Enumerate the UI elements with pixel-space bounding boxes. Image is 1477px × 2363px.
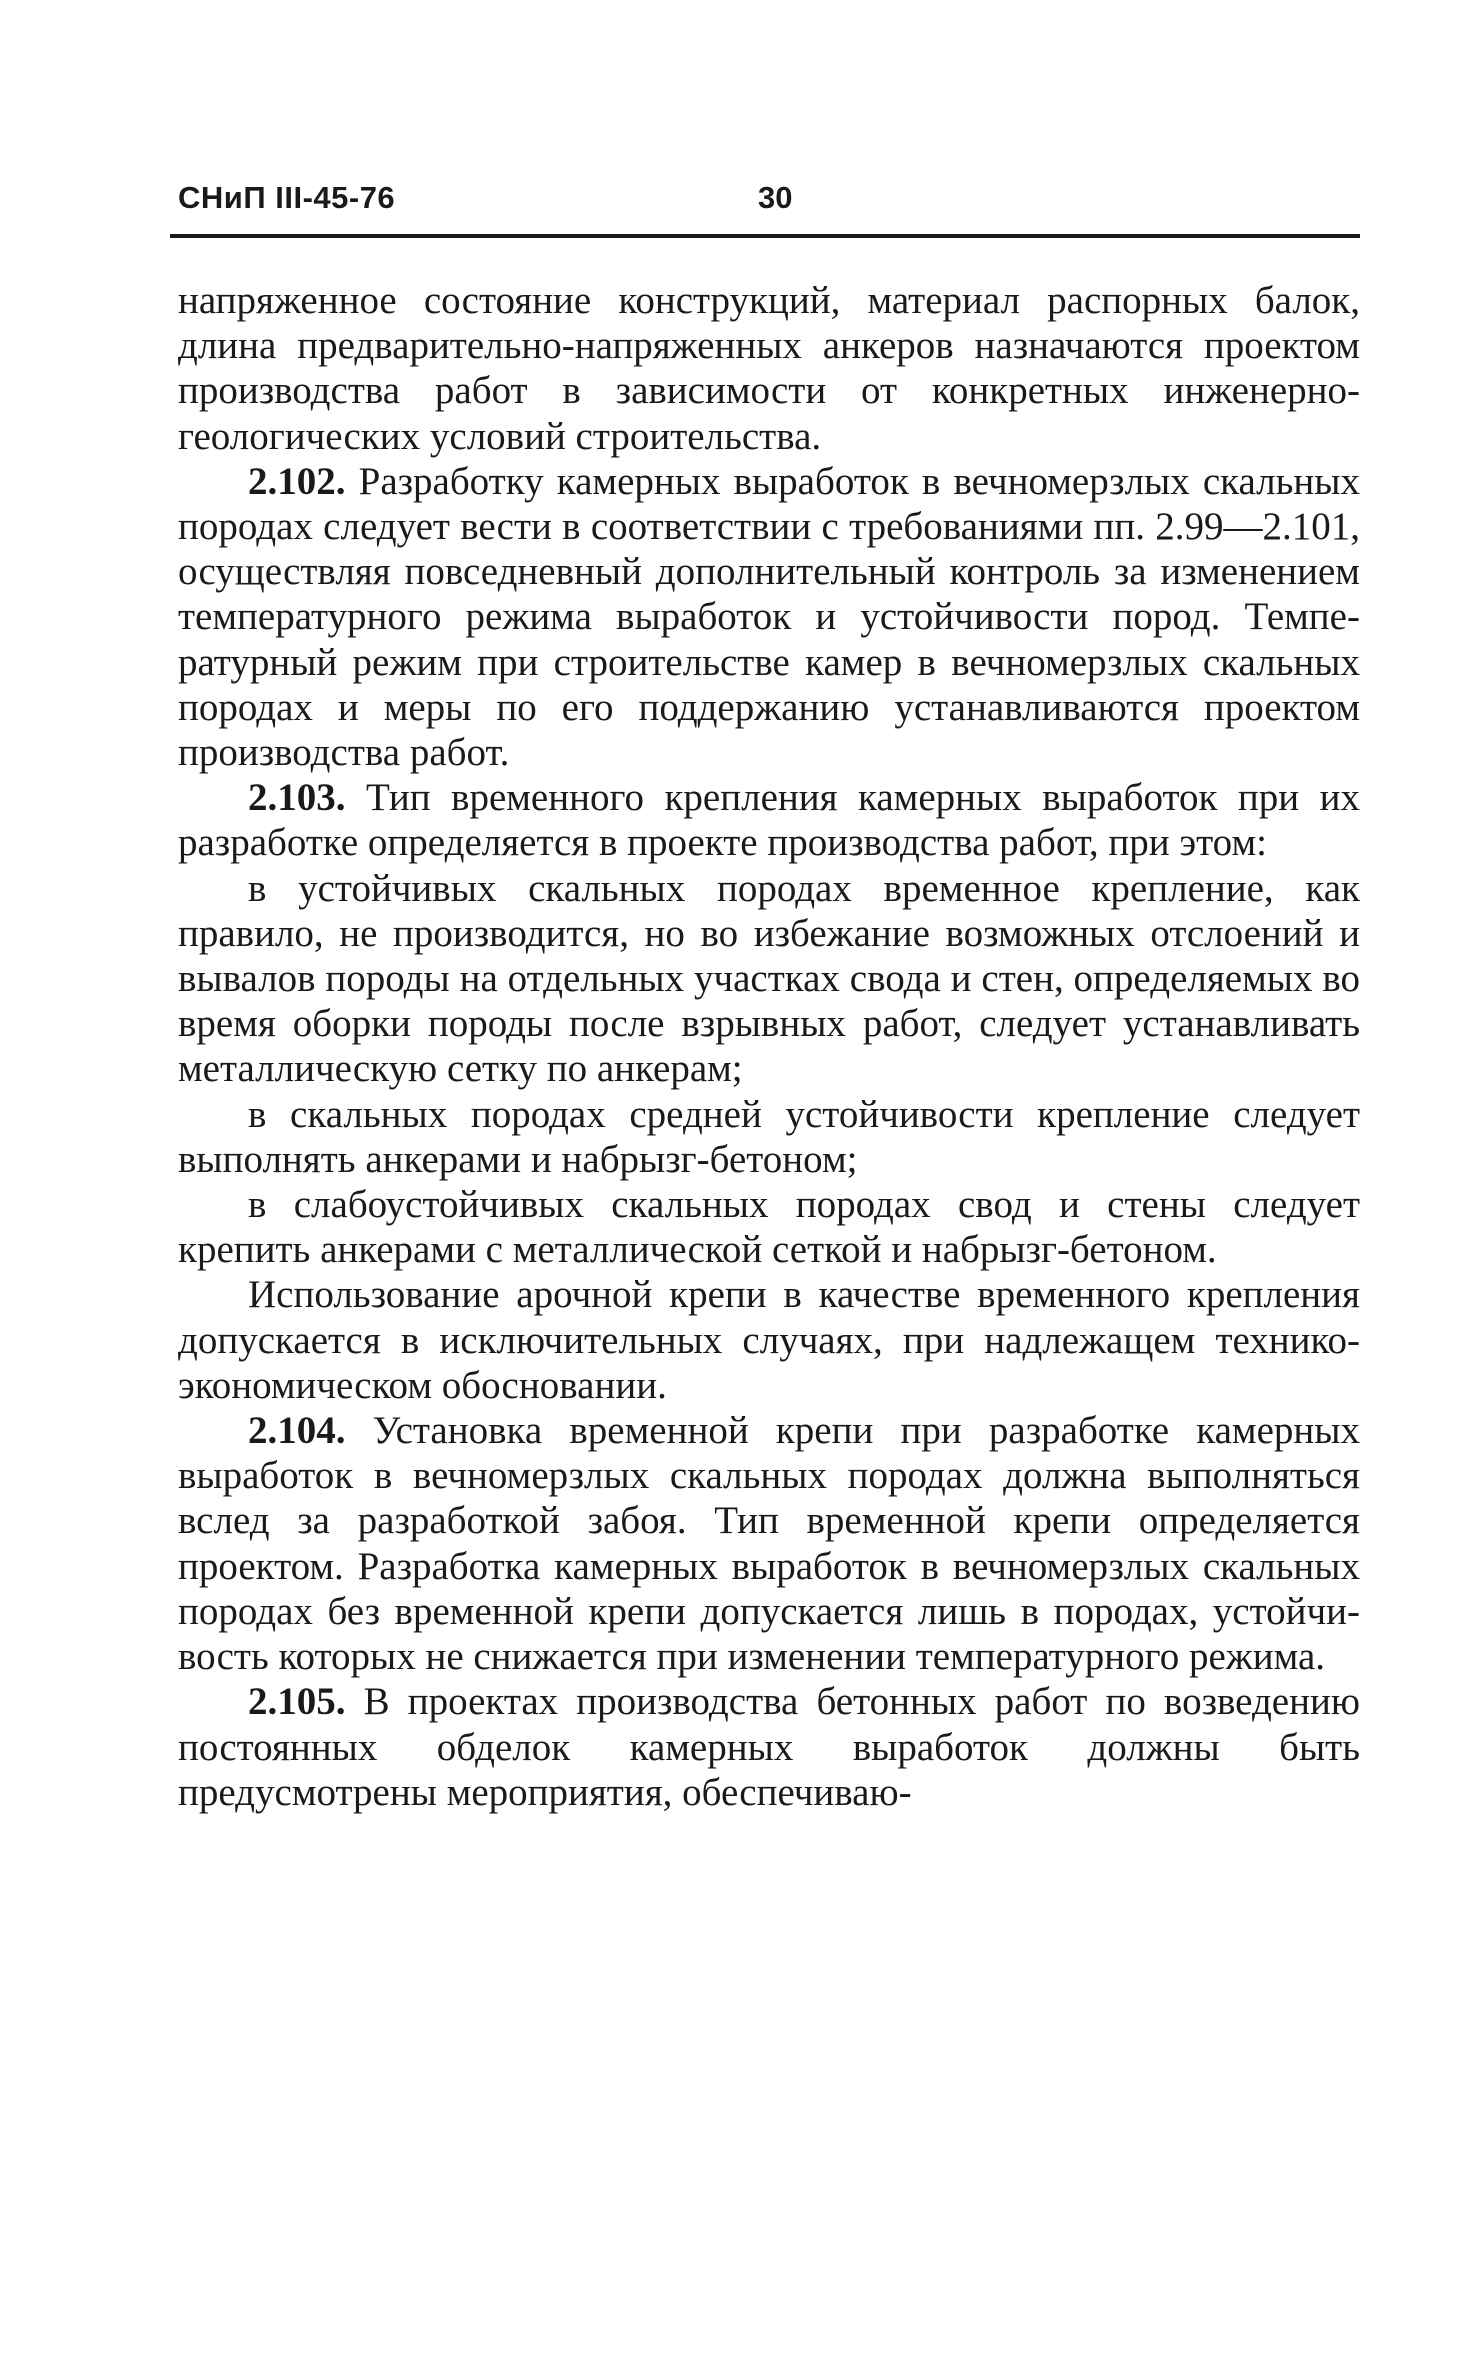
clause-number: 2.104. — [248, 1409, 346, 1453]
paragraph-2-105 — [178, 1679, 1360, 1815]
clause-number: 2.102. — [248, 459, 346, 503]
paragraph-text: в устойчивых скальных породах временное крепление, как правило, не производится, но во избежание возможных отслоений и вывалов породы на отдельных участках свода и стен, определяемых во время оборки породы после взрывных работ, следует устанавливать металлическую сетку по анкерам; — [178, 866, 1360, 1091]
page-number: 30 — [758, 180, 793, 215]
paragraph-text: Тип временного крепления камерных выработок при их разработке определяется в проекте производства работ, при этом: — [178, 776, 1360, 865]
document-code: СНиП III-45-76 — [178, 180, 396, 215]
clause-number: 2.103. — [248, 776, 346, 820]
paragraph-text: в слабоустойчивых скальных породах свод и стены следует крепить анкерами с металлической сеткой и набрызг-бетоном. — [178, 1183, 1360, 1272]
paragraph-arch-support — [178, 1272, 1360, 1408]
paragraph-text: Использование арочной крепи в качестве временного крепления допускается в исключительных случаях, при надлежащем технико-экономическом обосновании. — [178, 1273, 1360, 1407]
paragraph-2-103 — [178, 775, 1360, 865]
page-header — [170, 170, 1360, 238]
paragraph-text: В проектах производства бетонных работ по возведению постоянных обделок камерных выработок должны быть предусмотрены мероприятия, обеспечиваю- — [178, 1680, 1360, 1814]
paragraph-text: Установка временной крепи при разработке камерных выработок в вечномерзлых скальных породах должна выполняться вслед за разработкой забоя. Тип временной крепи определяется проектом. Разработка камерных выработок в вечномерзлых скальных породах без временной крепи допускается лишь в породах, устойчивость которых не снижается при изменении температурного режима. — [178, 1409, 1360, 1679]
list-item-medium-rock — [178, 1092, 1360, 1182]
list-item-weak-rock — [178, 1182, 1360, 1272]
body-text — [178, 278, 1360, 1815]
paragraph-2-104 — [178, 1408, 1360, 1679]
paragraph-continuation — [178, 278, 1360, 459]
clause-number: 2.105. — [248, 1680, 346, 1724]
document-page — [170, 170, 1361, 1814]
paragraph-text: Разработку камерных выработок в вечномерзлых скальных породах следует вести в соответствии с требованиями пп. 2.99—2.101, осуществляя повседневный дополнительный контроль за изменением температурного режима выработок и устойчивости пород. Температурный режим при строительстве камер в вечномерзлых скальных породах и меры по его поддержанию устанавливаются проектом производства работ. — [178, 459, 1361, 775]
paragraph-text: напряженное состояние конструкций, материал распорных балок, длина предварительно-напряженных анкеров назначаются проектом производства работ в зависимости от конкретных инженерно-геологических условий строительства. — [178, 279, 1360, 458]
paragraph-text: в скальных породах средней устойчивости крепление следует выполнять анкерами и набрызг-бетоном; — [178, 1092, 1360, 1181]
list-item-stable-rock — [178, 866, 1360, 1092]
paragraph-2-102 — [178, 459, 1360, 775]
